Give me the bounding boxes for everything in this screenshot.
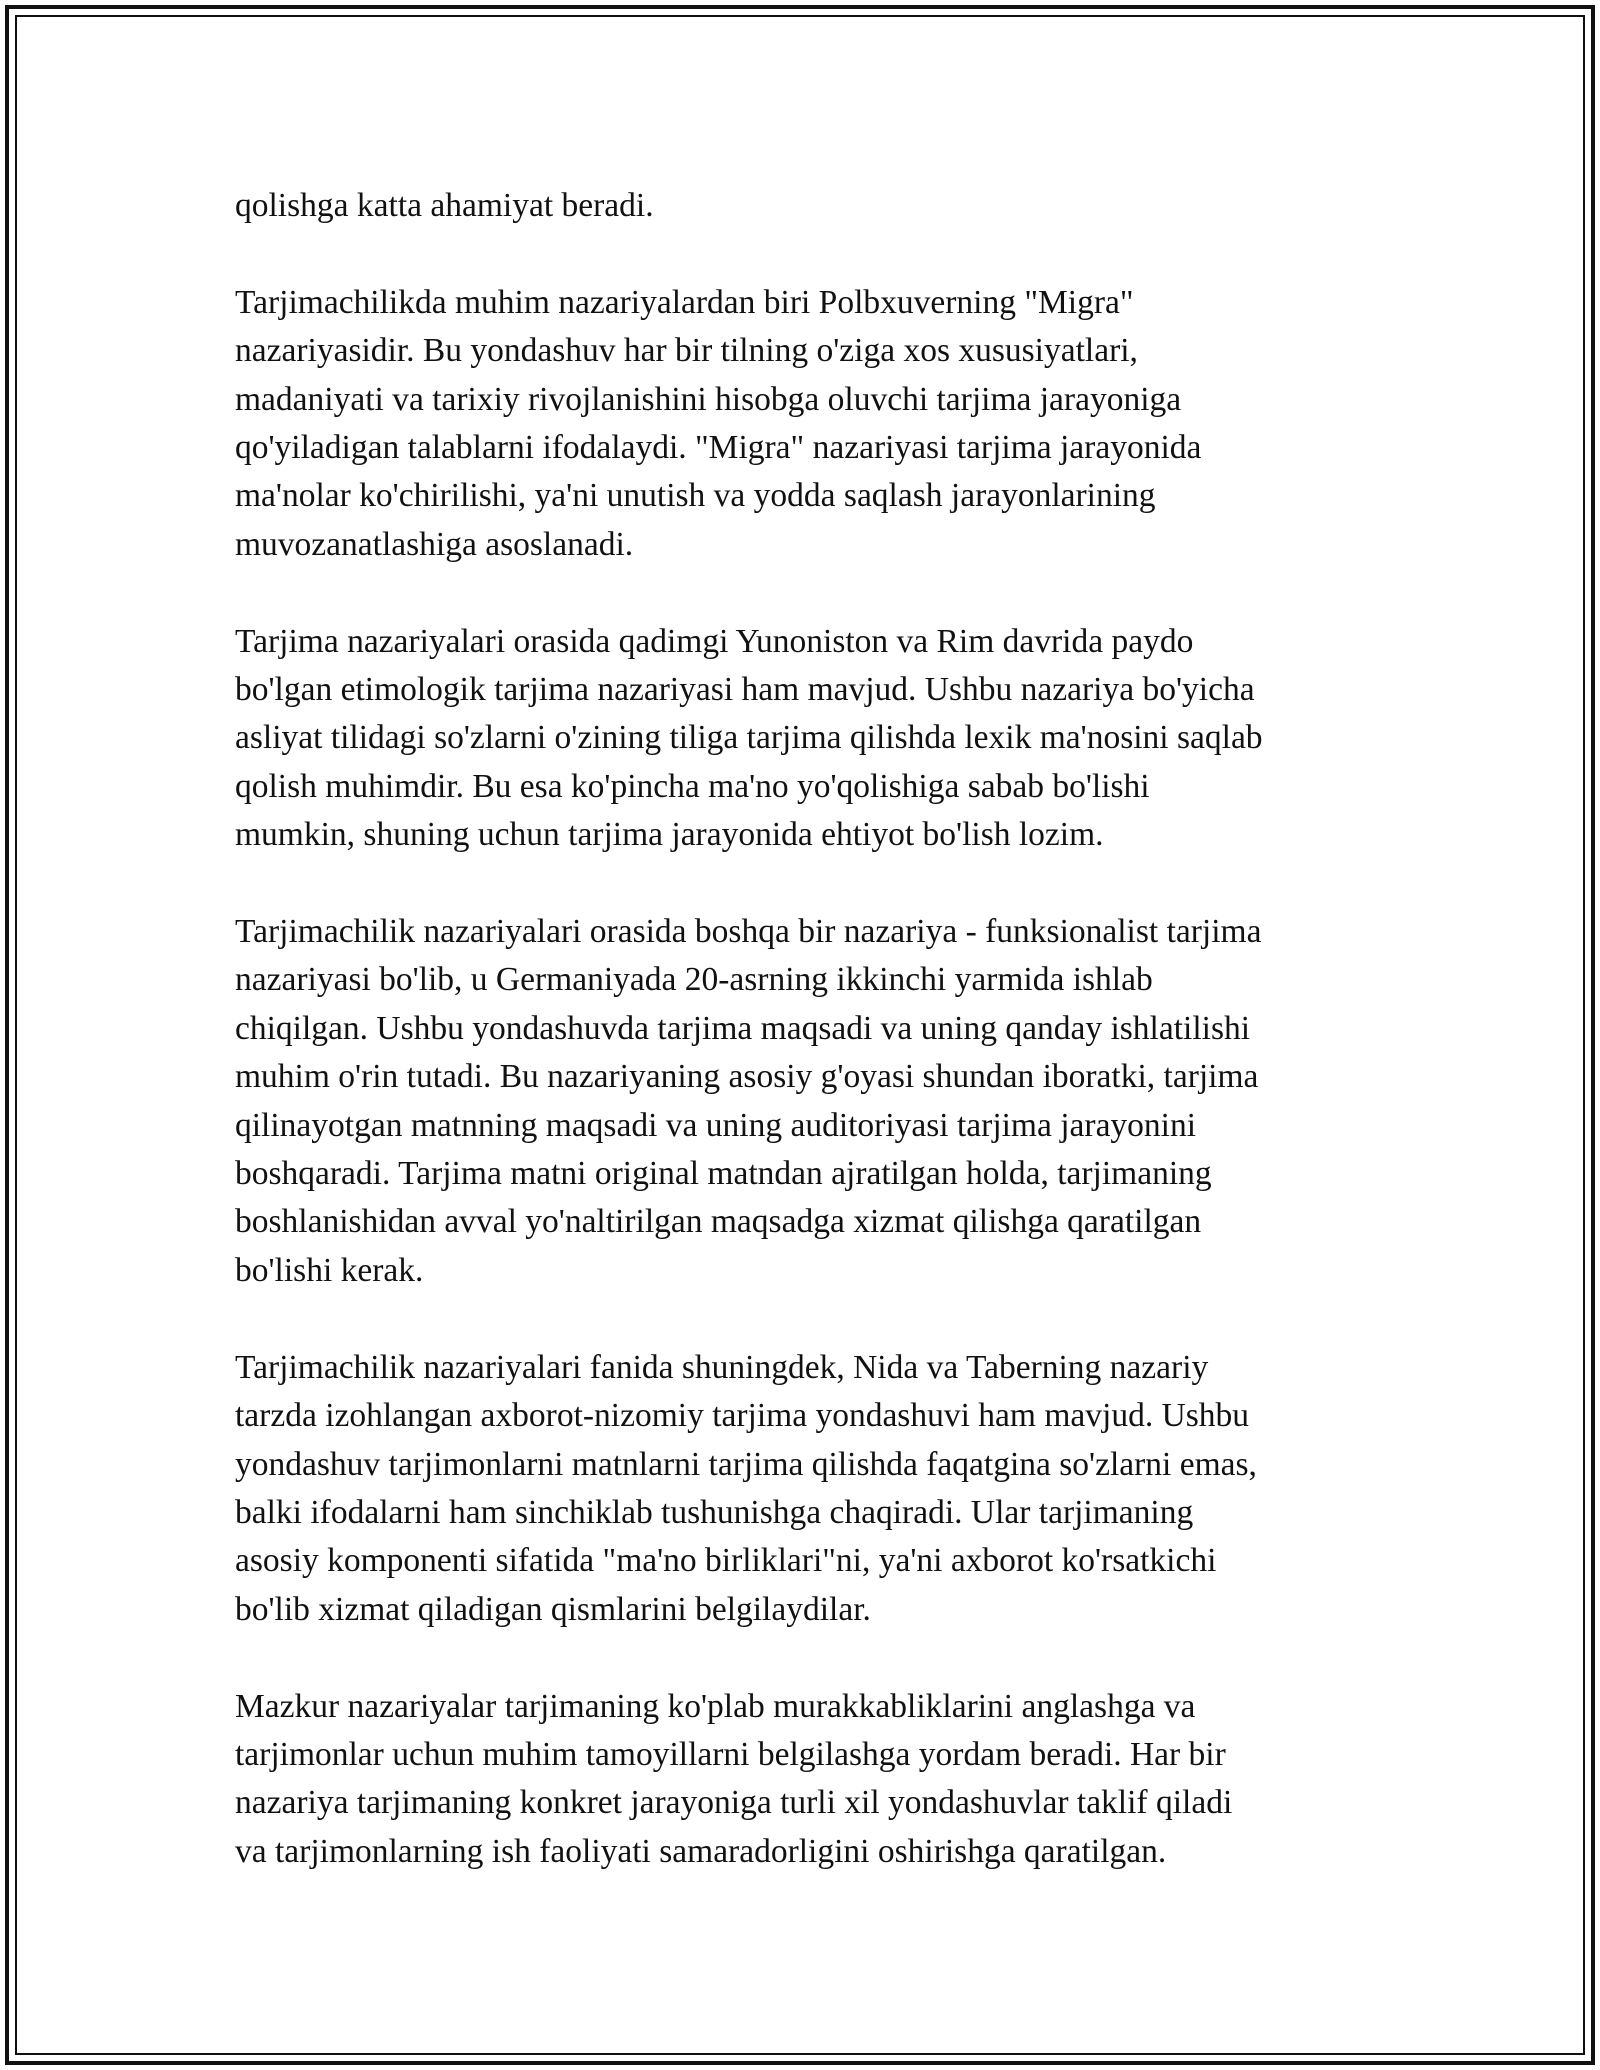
paragraph-etymological-theory: Tarjima nazariyalari orasida qadimgi Yunoniston va Rim davrida paydo bo'lgan etimologik tarjima nazariyasi ham mavjud. Ushbu nazariya bo'yicha asliyat tilidagi so'zlarni o'zining tiliga tarjima qilishda lexik ma'nosini saqlab qolish muhimdir. Bu esa ko'pincha ma'no yo'qolishiga sabab bo'lishi mumkin, shuning uchun tarjima jarayonida ehtiyot bo'lish lozim. xyxy=(235,622,1263,854)
paragraph-nida-taber-theory: Tarjimachilik nazariyalari fanida shuningdek, Nida va Taberning nazariy tarzda izohlangan axborot-nizomiy tarjima yondashuvi ham mavjud. Ushbu yondashuv tarjimonlarni matnlarni tarjima qilishda faqatgina so'zlarni emas, balki ifodalarni ham sinchiklab tushunishga chaqiradi. Ular tarjimaning asosiy komponenti sifatida "ma'no birliklari"ni, ya'ni axborot ko'rsatkichi bo'lib xizmat qiladigan qismlarini belgilaydilar. xyxy=(235,1348,1257,1628)
paragraph-continuation: qolishga katta ahamiyat beradi. xyxy=(235,187,654,224)
paragraph-migra-theory: Tarjimachilikda muhim nazariyalardan biri Polbxuverning "Migra" nazariyasidir. Bu yondashuv har bir tilning o'ziga xos xususiyatlari, madaniyati va tarixiy rivojlanishini hisobga oluvchi tarjima jarayoniga qo'yiladigan talablarni ifodalaydi. "Migra" nazariyasi tarjima jarayonida ma'nolar ko'chirilishi, ya'ni unutish va yodda saqlash jarayonlarining muvozanatlashiga asoslanadi. xyxy=(235,283,1202,563)
document-body xyxy=(235,182,1365,1876)
paragraph-conclusion: Mazkur nazariyalar tarjimaning ko'plab murakkabliklarini anglashga va tarjimonlar uchun muhim tamoyillarni belgilashga yordam beradi. Har bir nazariya tarjimaning konkret jarayoniga turli xil yondashuvlar taklif qiladi va tarjimonlarning ish faoliyati samaradorligini oshirishga qaratilgan. xyxy=(235,1687,1233,1870)
paragraph-functionalist-theory: Tarjimachilik nazariyalari orasida boshqa bir nazariya - funksionalist tarjima nazariyasi bo'lib, u Germaniyada 20-asrning ikkinchi yarmida ishlab chiqilgan. Ushbu yondashuvda tarjima maqsadi va uning qanday ishlatilishi muhim o'rin tutadi. Bu nazariyaning asosiy g'oyasi shundan iboratki, tarjima qilinayotgan matnning maqsadi va uning auditoriyasi tarjima jarayonini boshqaradi. Tarjima matni original matndan ajratilgan holda, tarjimaning boshlanishidan avval yo'naltirilgan maqsadga xizmat qilishga qaratilgan bo'lishi kerak. xyxy=(235,913,1262,1289)
